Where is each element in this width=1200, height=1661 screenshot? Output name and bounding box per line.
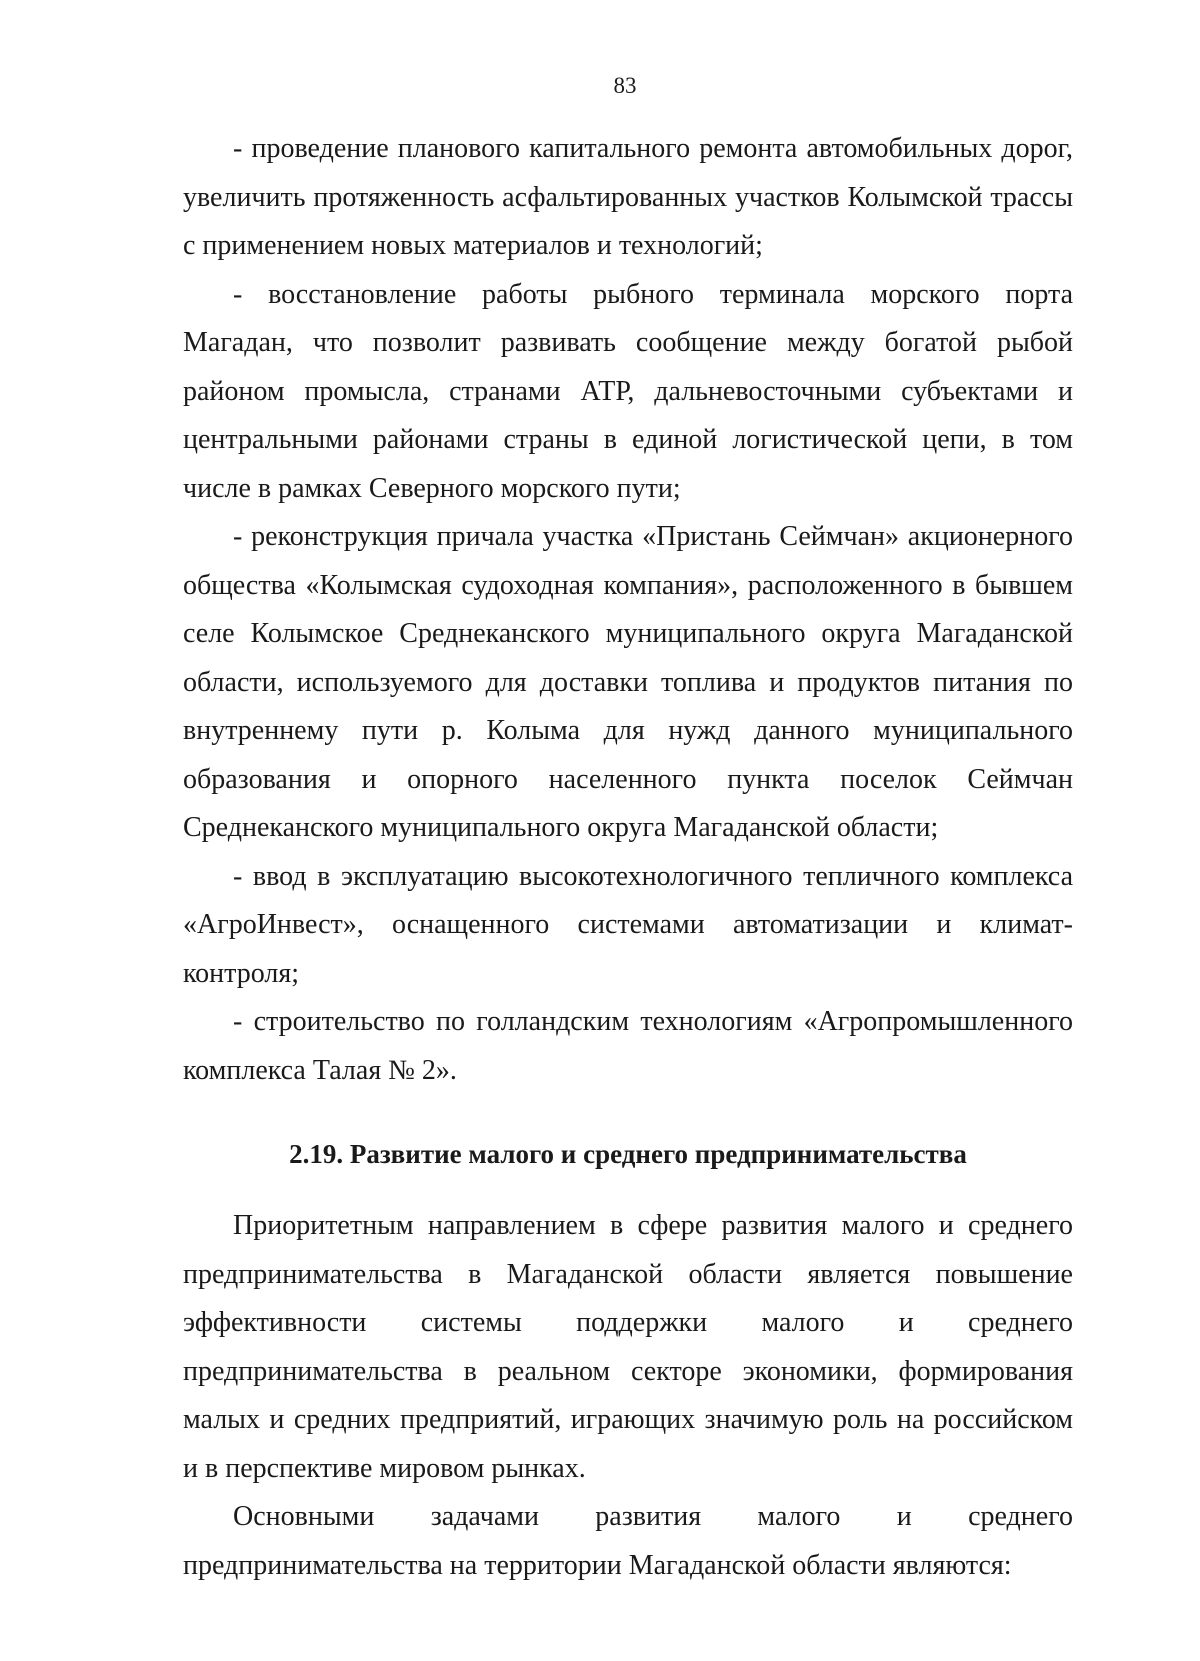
paragraph-road-repair: - проведение планового капитального ремонта автомобильных дорог, увеличить протяженность асфальтированных участков Колымской трассы с применением новых материалов и технологий;	[183, 133, 1073, 261]
paragraph-pier-reconstruction: - реконструкция причала участка «Пристань Сеймчан» акционерного общества «Колымская судоходная компания», расположенного в бывшем селе Колымское Среднеканского муниципального округа Магаданской области, используемого для доставки топлива и продуктов питания по внутреннему пути р. Колыма для нужд данного муниципального образования и опорного населенного пункта поселок Сеймчан Среднеканского муниципального округа Магаданской области;	[183, 521, 1073, 843]
paragraph-main-tasks: Основными задачами развития малого и среднего предпринимательства на территории Магаданской области являются:	[183, 1501, 1073, 1581]
paragraph-priority-direction: Приоритетным направлением в сфере развития малого и среднего предпринимательства в Магаданской области является повышение эффективности системы поддержки малого и среднего предпринимательства в реальном секторе экономики, формирования малых и средних предприятий, играющих значимую роль на российском и в перспективе мировом рынках.	[183, 1210, 1073, 1484]
paragraph-greenhouse-complex: - ввод в эксплуатацию высокотехнологичного тепличного комплекса «АгроИнвест», оснащенного системами автоматизации и климат-контроля;	[183, 860, 1073, 989]
page-number: 83	[613, 73, 637, 98]
document-body	[183, 125, 1073, 1590]
paragraph-fish-terminal: - восстановление работы рыбного терминала морского порта Магадан, что позволит развивать сообщение между богатой рыбой районом промысла, странами АТР, дальневосточными субъектами и центральными районами страны в единой логистической цепи, в том числе в рамках Северного морского пути;	[183, 278, 1073, 504]
section-heading: 2.19. Развитие малого и среднего предпринимательства	[289, 1139, 967, 1169]
paragraph-agro-complex: - строительство по голландским технологиям «Агропромышленного комплекса Талая № 2».	[183, 1006, 1073, 1086]
